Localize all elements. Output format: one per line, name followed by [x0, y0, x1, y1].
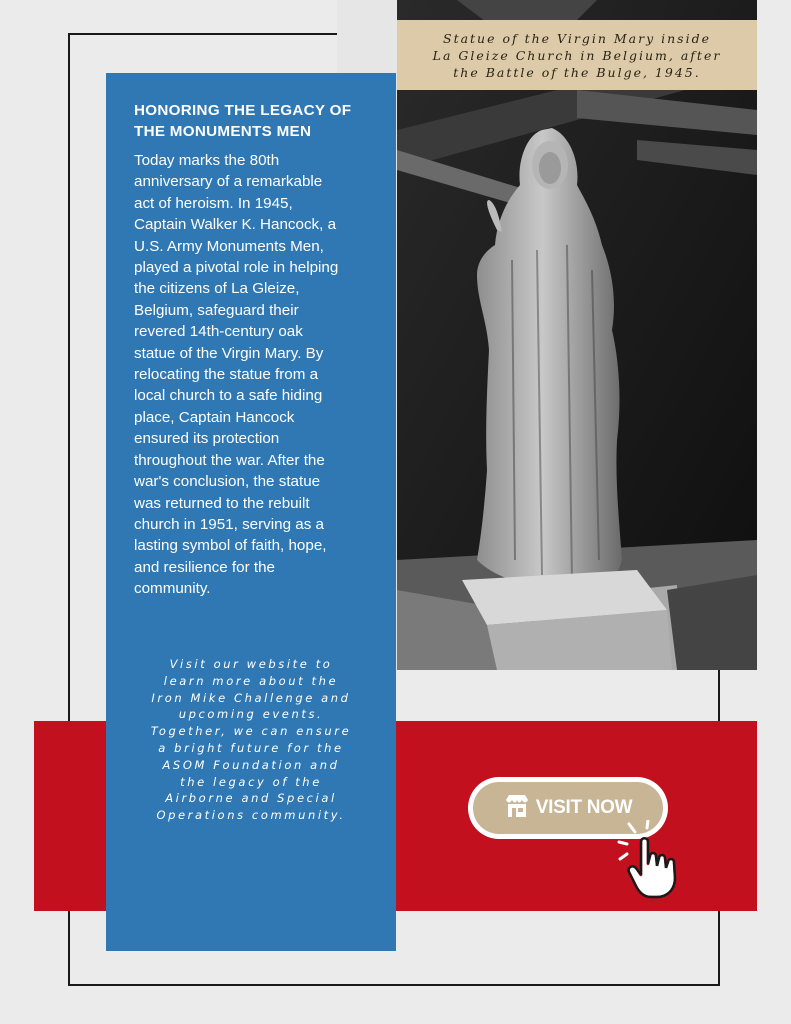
visit-now-label: VISIT NOW	[535, 797, 633, 818]
body-line: played a pivotal role in helping	[134, 259, 339, 277]
body-line: revered 14th-century oak	[134, 323, 303, 341]
body-line: was returned to the rebuilt	[134, 494, 310, 512]
storefront-icon	[504, 794, 530, 822]
body-line: anniversary of a remarkable	[134, 173, 323, 191]
caption-line: Statue of the Virgin Mary inside	[443, 30, 711, 46]
body-line: local church to a safe hiding	[134, 387, 323, 405]
cta-line: Together, we can ensure	[150, 724, 352, 739]
title-line: THE MONUMENTS MEN	[134, 123, 312, 140]
body-line: U.S. Army Monuments Men,	[134, 237, 324, 255]
cta-line: Airborne and Special	[165, 791, 337, 806]
cta-line: Iron Mike Challenge and	[151, 690, 351, 705]
hand-pointer-icon	[617, 820, 701, 900]
cta-line: Operations community.	[156, 808, 346, 823]
body-line: and resilience for the	[134, 558, 275, 576]
cta-line: the legacy of the	[180, 774, 322, 789]
cta-line: ASOM Foundation and	[162, 757, 340, 772]
body-line: ensured its protection	[134, 430, 280, 448]
title-line: HONORING THE LEGACY OF	[134, 102, 352, 119]
body-line: statue of the Virgin Mary. By	[134, 344, 324, 362]
cta-line: a bright future for the	[158, 740, 344, 755]
photo-caption	[397, 20, 757, 90]
article-title	[134, 100, 366, 142]
body-line: church in 1951, serving as a	[134, 515, 324, 533]
body-line: Today marks the 80th	[134, 152, 280, 169]
body-line: relocating the statue from a	[134, 366, 319, 384]
body-line: war's conclusion, the statue	[134, 473, 321, 491]
body-line: community.	[134, 580, 211, 598]
body-line: Belgium, safeguard their	[134, 301, 299, 319]
cta-line: Visit our website to	[169, 657, 333, 671]
caption-line: the Battle of the Bulge, 1945.	[453, 64, 701, 80]
cta-line: learn more about the	[163, 673, 339, 688]
body-line: the citizens of La Gleize,	[134, 280, 300, 298]
cta-line: upcoming events.	[178, 707, 324, 722]
body-line: throughout the war. After the	[134, 451, 325, 469]
article-panel	[106, 73, 396, 951]
body-line: act of heroism. In 1945,	[134, 194, 293, 212]
body-line: lasting symbol of faith, hope,	[134, 537, 327, 555]
caption-line: La Gleize Church in Belgium, after	[432, 47, 722, 63]
body-line: place, Captain Hancock	[134, 408, 295, 426]
article-body	[134, 150, 366, 600]
virgin-mary-statue-photo	[337, 0, 757, 670]
body-line: Captain Walker K. Hancock, a	[134, 216, 337, 234]
cta-text	[126, 656, 376, 824]
